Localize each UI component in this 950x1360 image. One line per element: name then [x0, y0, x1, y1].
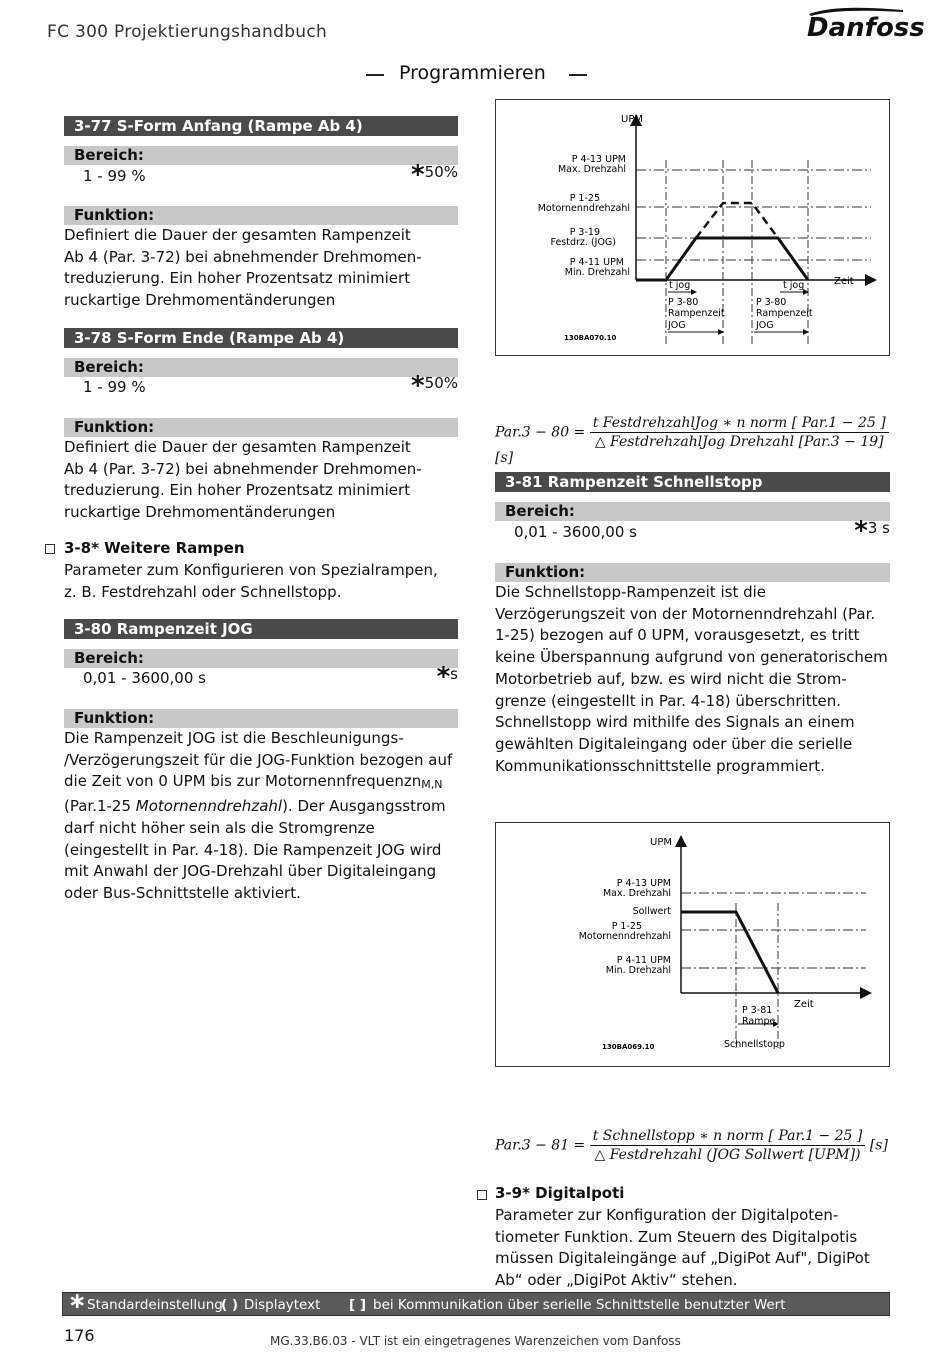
- text-line: darf nicht höher sein als die Stromgrenze: [64, 818, 375, 837]
- legend-bar: [62, 1289, 890, 1316]
- param-3-81-function-label: Funktion:: [495, 563, 890, 582]
- label-jog-a: P 3-19: [569, 227, 600, 238]
- text-span: ). Der Ausgangsstrom: [282, 797, 446, 816]
- text-subscript: M,N: [421, 778, 443, 792]
- text-line: treduzierung. Ein hoher Prozentsatz minimiert: [64, 481, 411, 500]
- text-line: Verzögerungszeit von der Motornenndrehzahl (Par.: [495, 604, 876, 623]
- ramp-label-b: Rampe: [742, 1016, 776, 1027]
- legend-standard: Standardeinstellung: [87, 1297, 223, 1313]
- param-3-78-range: 1 - 99 %: [83, 378, 146, 396]
- jog-ramp-figure: [495, 99, 890, 356]
- jog-ramp-diagram: [496, 100, 889, 355]
- schnellstopp-label: Schnellstopp: [724, 1039, 785, 1050]
- ramp1-a: P 3-80: [668, 297, 699, 308]
- formula-3-81: [495, 1128, 905, 1163]
- section-title: Programmieren: [399, 62, 546, 84]
- tjog-label-2: t jog: [783, 280, 805, 291]
- text-line: tiometer Funktion. Zum Steuern des Digitalpotis: [495, 1227, 858, 1246]
- param-3-80-title: 3-80 Rampenzeit JOG: [64, 619, 458, 639]
- tjog-label-1: t jog: [669, 280, 691, 291]
- group-3-8-checkbox: [45, 544, 55, 554]
- text-line: gewählten Digitaleingang oder über die serielle: [495, 734, 853, 753]
- default-star: *: [854, 516, 868, 546]
- y-axis-label: UPM: [650, 837, 672, 848]
- formula-unit: [s]: [495, 450, 514, 466]
- label-min-a: P 4-11 UPM: [616, 955, 671, 966]
- formula-lhs: Par.3 − 81 =: [495, 1137, 586, 1154]
- default-star: *: [411, 160, 425, 190]
- text-line: grenze (eingestellt in Par. 4-18) überschritten.: [495, 691, 841, 710]
- param-3-77-default-value: 50%: [424, 163, 458, 181]
- text-line: z. B. Festdrehzahl oder Schnellstopp.: [64, 582, 342, 601]
- formula-unit: [s]: [869, 1137, 888, 1154]
- label-max-a: P 4-13 UPM: [616, 878, 671, 889]
- param-3-80-range: 0,01 - 3600,00 s: [83, 669, 206, 687]
- figure-code: 130BA069.10: [602, 1043, 655, 1051]
- y-axis-label: UPM: [621, 114, 643, 125]
- param-3-80-function-label: Funktion:: [64, 709, 458, 728]
- label-min-a: P 4-11 UPM: [569, 257, 624, 268]
- legend-display: Displaytext: [244, 1297, 321, 1313]
- group-3-8-title: 3-8* Weitere Rampen: [64, 539, 245, 557]
- text-line: mit Anwahl der JOG-Drehzahl über Digitaleingang: [64, 862, 437, 881]
- text-line: [64, 796, 474, 818]
- text-line: Die Rampenzeit JOG ist die Beschleunigungs-: [64, 729, 404, 747]
- param-3-78-default: [380, 371, 458, 401]
- legend-bracket: [ ]: [349, 1297, 367, 1313]
- page-number: 176: [64, 1326, 95, 1345]
- group-3-9-checkbox: [477, 1190, 487, 1200]
- param-3-81-description: [495, 582, 895, 777]
- group-3-8-description: [64, 560, 464, 603]
- param-3-77-range-label: Bereich:: [64, 146, 458, 165]
- param-3-77-function-label: Funktion:: [64, 206, 458, 225]
- section-dash-right: [569, 74, 587, 76]
- param-3-81-range-label: Bereich:: [495, 502, 890, 521]
- param-3-80-description: [64, 728, 474, 905]
- formula-numerator: t Schnellstopp ∗ n norm [ Par.1 − 25 ]: [590, 1128, 866, 1146]
- text-line: 1-25) bezogen auf 0 UPM, vorausgesetzt, es tritt: [495, 626, 860, 645]
- text-line: Ab 4 (Par. 3-72) bei abnehmender Drehmomen-: [64, 459, 422, 478]
- text-span: die Zeit von 0 UPM bis zur Motornennfrequenzn: [64, 772, 422, 791]
- param-3-81-range: 0,01 - 3600,00 s: [514, 523, 637, 541]
- text-line: Parameter zum Konfigurieren von Spezialrampen,: [64, 561, 438, 579]
- quick-stop-diagram: [496, 823, 889, 1066]
- param-3-78-default-value: 50%: [424, 374, 458, 392]
- text-line: [64, 771, 474, 796]
- x-axis-label: Zeit: [794, 999, 814, 1010]
- label-max-b: Max. Drehzahl: [557, 164, 626, 175]
- text-line: treduzierung. Ein hoher Prozentsatz minimiert: [64, 269, 411, 288]
- text-line: keine Überspannung aufgrund von generatorischem: [495, 648, 888, 667]
- formula-3-80: [495, 415, 905, 466]
- param-3-78-range-label: Bereich:: [64, 358, 458, 377]
- label-nom-a: P 1-25: [569, 193, 600, 204]
- label-soll: Sollwert: [632, 906, 671, 917]
- quick-stop-figure: [495, 822, 890, 1067]
- param-3-78-function-label: Funktion:: [64, 418, 458, 437]
- jog-speed-curve: [636, 238, 808, 280]
- text-line: Parameter zur Konfiguration der Digitalpoten-: [495, 1206, 839, 1224]
- text-span: (Par.1-25: [64, 797, 136, 816]
- param-3-77-default: [380, 160, 458, 190]
- text-line: Ab 4 (Par. 3-72) bei abnehmender Drehmomen-: [64, 247, 422, 266]
- text-line: Ab“ oder „DigiPot Aktiv“ stehen.: [495, 1271, 738, 1290]
- text-italic: Motornenndrehzahl: [135, 797, 283, 816]
- formula-denominator: △ FestdrehzahlJog Drehzahl [Par.3 − 19]: [594, 434, 884, 450]
- label-jog-b: Festdrz. (JOG): [550, 237, 616, 248]
- figure-code: 130BA070.10: [564, 334, 617, 342]
- text-line: Definiert die Dauer der gesamten Rampenzeit: [64, 438, 411, 456]
- ramp-label-a: P 3-81: [742, 1005, 773, 1016]
- group-3-9-description: [495, 1205, 895, 1292]
- ramp1-b: Rampenzeit: [668, 308, 725, 319]
- label-min-b: Min. Drehzahl: [605, 965, 671, 976]
- text-line: ruckartige Drehmomentänderungen: [64, 291, 336, 310]
- param-3-77-range: 1 - 99 %: [83, 167, 146, 185]
- legend-comm: bei Kommunikation über serielle Schnittstelle benutzter Wert: [373, 1297, 786, 1313]
- text-line: /Verzögerungszeit für die JOG-Funktion bezogen auf: [64, 750, 453, 769]
- default-star: *: [436, 662, 451, 692]
- nominal-speed-curve: [696, 203, 778, 238]
- text-line: Die Schnellstopp-Rampenzeit ist die: [495, 583, 767, 601]
- formula-fraction: [590, 1128, 866, 1163]
- param-3-77-description: [64, 225, 464, 312]
- param-3-77-title: 3-77 S-Form Anfang (Rampe Ab 4): [64, 116, 458, 136]
- ramp2-a: P 3-80: [756, 297, 787, 308]
- section-header: [0, 62, 950, 86]
- param-3-80-default: [400, 662, 458, 692]
- param-3-81-default: [810, 516, 890, 546]
- label-nom-b: Motornenndrehzahl: [537, 203, 630, 214]
- x-axis-label: Zeit: [834, 276, 854, 287]
- text-line: ruckartige Drehmomentänderungen: [64, 503, 336, 522]
- section-dash-left: [366, 74, 384, 76]
- label-min-b: Min. Drehzahl: [564, 267, 630, 278]
- param-3-78-description: [64, 437, 464, 524]
- legend-paren: ( ): [221, 1297, 239, 1313]
- quick-stop-curve: [681, 912, 778, 993]
- param-3-81-title: 3-81 Rampenzeit Schnellstopp: [495, 472, 890, 492]
- label-max-b: Max. Drehzahl: [602, 888, 671, 899]
- label-max-a: P 4-13 UPM: [571, 154, 626, 165]
- text-line: Motorbetrieb auf, bzw. es wird nicht die Strom-: [495, 669, 847, 688]
- default-star: *: [411, 371, 425, 401]
- legend-star: ∗: [68, 1289, 87, 1314]
- param-3-80-default-value: s: [450, 665, 458, 683]
- ramp1-c: JOG: [668, 320, 686, 331]
- text-line: müssen Digitaleingänge auf „DigiPot Auf", DigiPot: [495, 1249, 870, 1268]
- label-nom-b: Motornenndrehzahl: [578, 931, 671, 942]
- param-3-81-default-value: 3 s: [867, 519, 890, 537]
- text-line: Schnellstopp wird mithilfe des Signals an einem: [495, 713, 855, 732]
- param-3-78-title: 3-78 S-Form Ende (Rampe Ab 4): [64, 328, 458, 348]
- text-line: (eingestellt in Par. 4-18). Die Rampenzeit JOG wird: [64, 840, 442, 859]
- logo-text: Danfoss: [807, 13, 925, 43]
- text-line: oder Bus-Schnittstelle aktiviert.: [64, 883, 301, 902]
- ramp2-b: Rampenzeit: [756, 308, 813, 319]
- formula-numerator: t FestdrehzahlJog ∗ n norm [ Par.1 − 25 ]: [590, 415, 889, 433]
- formula-lhs: Par.3 − 80 =: [495, 424, 586, 441]
- copyright-text: MG.33.B6.03 - VLT ist ein eingetragenes Warenzeichen vom Danfoss: [270, 1334, 681, 1348]
- document-title: FC 300 Projektierungshandbuch: [47, 22, 328, 42]
- danfoss-logo: [803, 4, 925, 44]
- group-3-9-title: 3-9* Digitalpoti: [495, 1184, 625, 1202]
- text-line: Definiert die Dauer der gesamten Rampenzeit: [64, 226, 411, 244]
- text-line: Kommunikationsschnittstelle programmiert.: [495, 756, 825, 775]
- param-3-80-range-label: Bereich:: [64, 649, 458, 668]
- formula-denominator: △ Festdrehzahl (JOG Sollwert [UPM]): [594, 1147, 861, 1163]
- ramp2-c: JOG: [756, 320, 774, 331]
- label-nom-a: P 1-25: [611, 921, 642, 932]
- formula-fraction: [590, 415, 889, 450]
